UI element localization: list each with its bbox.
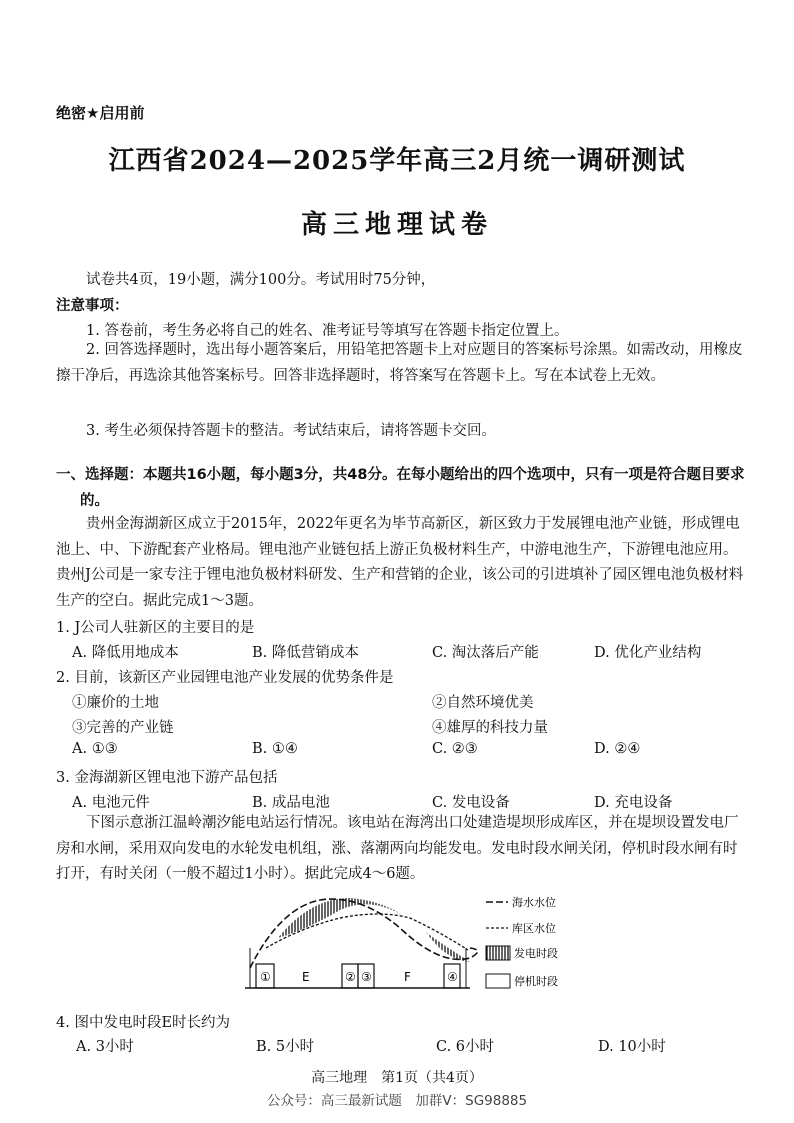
- label-period-2: ②: [345, 970, 356, 984]
- q1-stem: 1. J公司人驻新区的主要目的是: [56, 620, 255, 636]
- notes-heading: 注意事项：: [56, 298, 129, 314]
- q4-option-b[interactable]: B. 5小时: [256, 1039, 315, 1055]
- q4-option-d[interactable]: D. 10小时: [598, 1039, 666, 1055]
- section-heading: 一、选择题：本题共16小题，每小题3分，共48分。在每小题给出的四个选项中，只有一项是符合题目要求的。: [56, 467, 745, 509]
- q3-option-c[interactable]: C. 发电设备: [432, 795, 510, 811]
- exam-title: 江西省2024—2025学年高三2月统一调研测试: [108, 146, 686, 176]
- label-period-3: ③: [361, 970, 372, 984]
- q3-option-d[interactable]: D. 充电设备: [594, 795, 673, 811]
- label-period-e: E: [302, 970, 310, 984]
- q2-item-4: ④雄厚的科技力量: [432, 720, 548, 736]
- legend-sea-level: 海水水位: [512, 896, 556, 909]
- passage-2: 下图示意浙江温岭潮汐能电站运行情况。该电站在海湾出口处建造堤坝形成库区，并在堤坝设置发电厂房和水闸，采用双向发电的水轮发电机组，涨、落潮两向均能发电。发电时段水闸关闭，停机时段水闸有时打开，有时关闭（一般不超过1小时）。据此完成4～6题。: [56, 815, 739, 882]
- note-2: 2. 回答选择题时，选出每小题答案后，用铅笔把答题卡上对应题目的答案标号涂黑。如需改动，用橡皮擦干净后，再选涂其他答案标号。回答非选择题时，将答案写在答题卡上。写在本试卷上无效。: [56, 342, 743, 384]
- tidal-power-figure: [240, 888, 570, 998]
- q2-item-3: ③完善的产业链: [72, 720, 174, 736]
- exam-subtitle: 高三地理试卷: [300, 210, 493, 240]
- q2-option-b[interactable]: B. ①④: [252, 741, 298, 757]
- q1-option-a[interactable]: A. 降低用地成本: [72, 645, 179, 661]
- q4-option-a[interactable]: A. 3小时: [76, 1039, 134, 1055]
- label-period-4: ④: [447, 970, 458, 984]
- q1-option-c[interactable]: C. 淘汰落后产能: [432, 645, 539, 661]
- q4-option-c[interactable]: C. 6小时: [436, 1039, 495, 1055]
- q2-option-d[interactable]: D. ②④: [594, 741, 641, 757]
- q2-option-a[interactable]: A. ①③: [72, 741, 118, 757]
- q2-stem: 2. 目前，该新区产业园锂电池产业发展的优势条件是: [56, 670, 394, 686]
- label-period-1: ①: [260, 970, 271, 984]
- note-3: 3. 考生必须保持答题卡的整洁。考试结束后，请将答题卡交回。: [86, 423, 496, 439]
- legend-reservoir-level: 库区水位: [512, 922, 556, 935]
- watermark: 公众号：高三最新试题 加群V：SG98885: [266, 1093, 528, 1109]
- q3-option-b[interactable]: B. 成品电池: [252, 795, 330, 811]
- q4-stem: 4. 图中发电时段E时长约为: [56, 1015, 231, 1031]
- q2-item-1: ①廉价的土地: [72, 695, 159, 711]
- exam-intro: 试卷共4页，19小题，满分100分。考试用时75分钟，: [86, 272, 436, 288]
- confidential-mark: 绝密★启用前: [56, 104, 145, 122]
- q2-option-c[interactable]: C. ②③: [432, 741, 478, 757]
- note-1: 1. 答卷前，考生务必将自己的姓名、准考证号等填写在答题卡指定位置上。: [86, 323, 569, 339]
- q2-item-2: ②自然环境优美: [432, 695, 534, 711]
- q3-stem: 3. 金海湖新区锂电池下游产品包括: [56, 770, 278, 786]
- label-period-f: F: [404, 970, 411, 984]
- passage-1: 贵州金海湖新区成立于2015年，2022年更名为毕节高新区，新区致力于发展锂电池产业链，形成锂电池上、中、下游配套产业格局。锂电池产业链包括上游正负极材料生产，中游电池生产，下游锂电池应用。贵州J公司是一家专注于锂电池负极材料研发、生产和营销的企业，该公司的引进填补了园区锂电池负极材料生产的空白。据此完成1～3题。: [56, 516, 744, 609]
- q3-option-a[interactable]: A. 电池元件: [72, 795, 150, 811]
- q1-option-d[interactable]: D. 优化产业结构: [594, 645, 702, 661]
- q1-option-b[interactable]: B. 降低营销成本: [252, 645, 359, 661]
- legend-stop: 停机时段: [514, 975, 558, 988]
- legend-generation: 发电时段: [514, 947, 558, 960]
- page-footer: 高三地理 第1页（共4页）: [311, 1070, 483, 1086]
